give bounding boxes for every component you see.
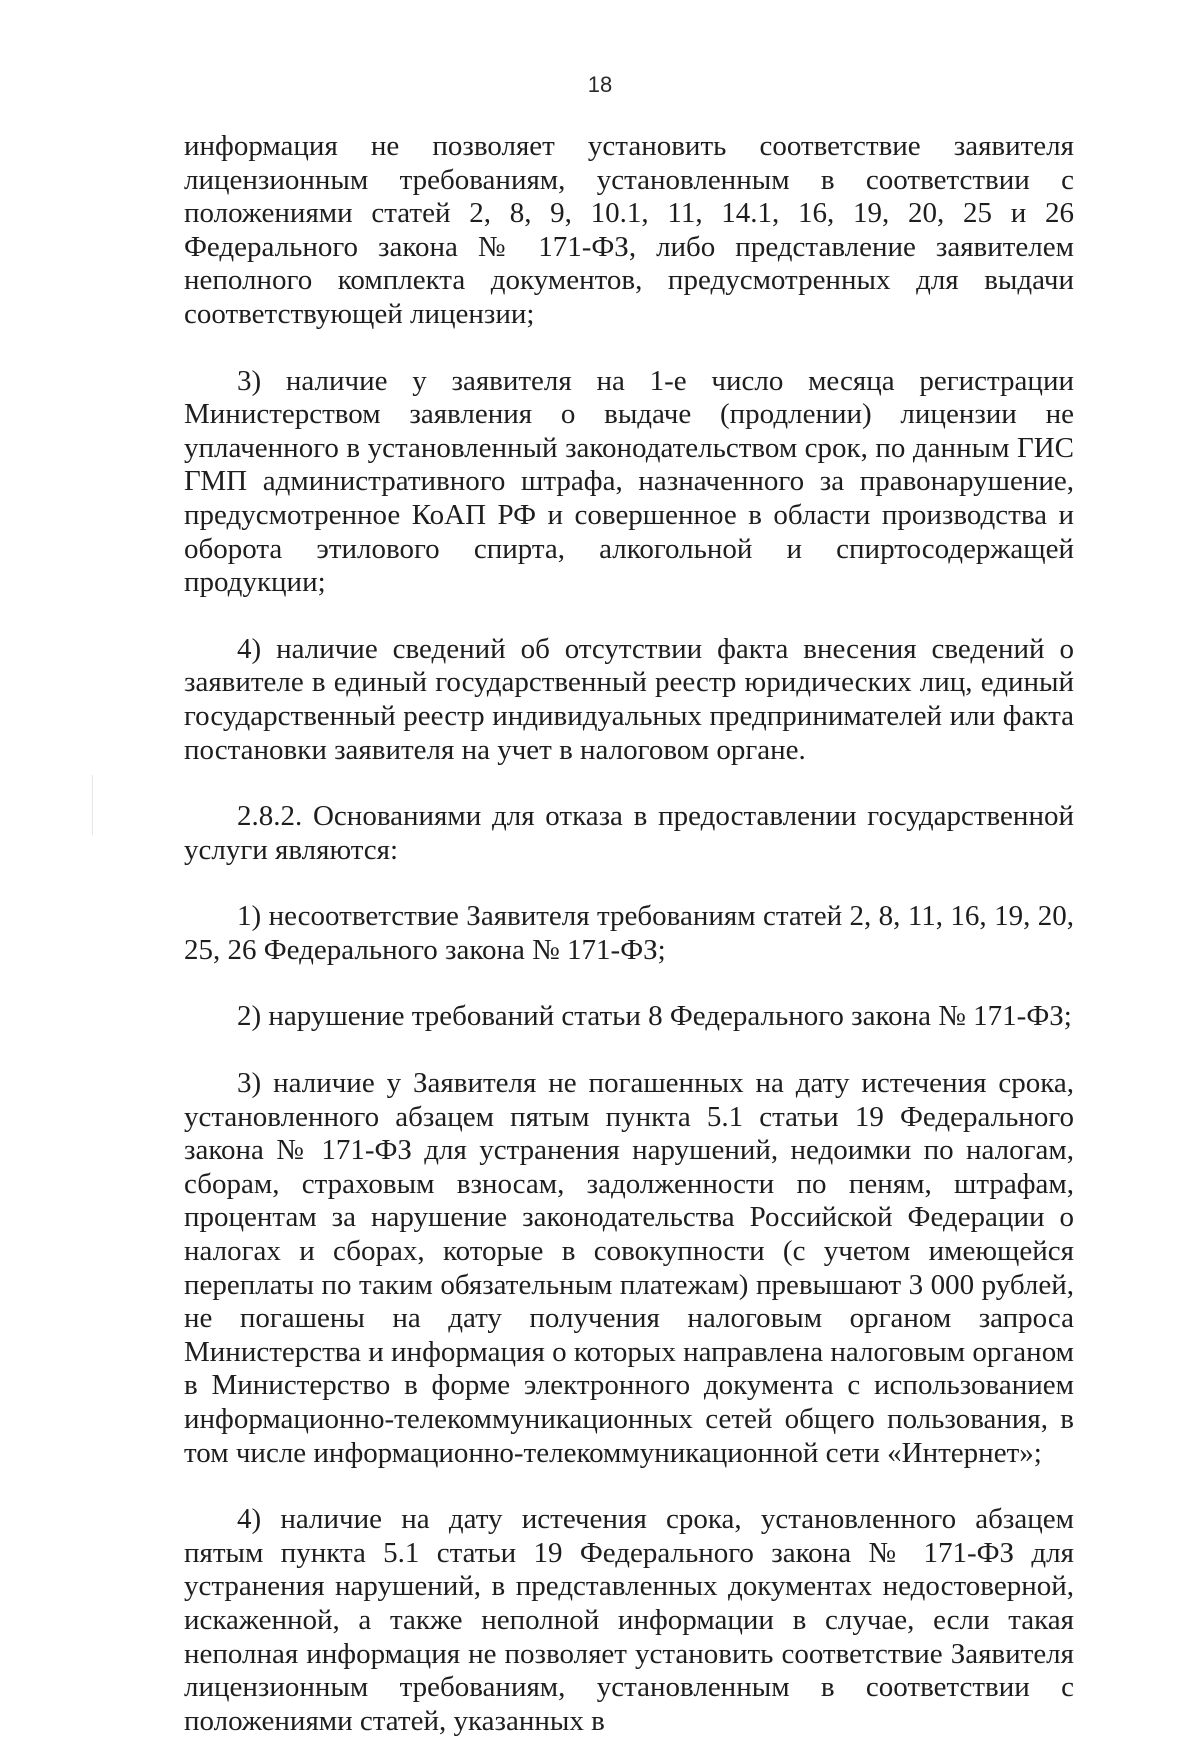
paragraph-refusal-item-3: 3) наличие у Заявителя не погашенных на дату истечения срока, установленного абзацем пятым пункта 5.1 статьи 19 Федерального закона № 171-ФЗ для устранения нарушений, недоимки по налогам, сборам, страховым взносам, задолженности по пеням, штрафам, процентам за нарушение законодательства Российской Федерации о налогах и сборах, которые в совокупности (с учетом имеющейся переплаты по таким обязательным платежам) превышают 3 000 рублей, не погашены на дату получения налоговым органом запроса Министерства и информация о которых направлена налоговым органом в Министерство в форме электронного документа с использованием информационно-телекоммуникационных сетей общего пользования, в том числе информационно-телекоммуникационной сети «Интернет»; xyxy=(184,1067,1074,1469)
paragraph-refusal-item-1: 1) несоответствие Заявителя требованиям статей 2, 8, 11, 16, 19, 20, 25, 26 Федерального закона № 171-ФЗ; xyxy=(184,900,1074,966)
paragraph-refusal-item-2: 2) нарушение требований статьи 8 Федерального закона № 171-ФЗ; xyxy=(237,1000,1072,1033)
page-number: 18 xyxy=(587,72,613,97)
paragraph-section-2-8-2: 2.8.2. Основаниями для отказа в предоставлении государственной услуги являются: xyxy=(184,800,1074,866)
margin-mark xyxy=(92,775,93,835)
document-body xyxy=(184,130,1074,1738)
paragraph-refusal-item-4: 4) наличие на дату истечения срока, установленного абзацем пятым пункта 5.1 статьи 19 Федерального закона № 171-ФЗ для устранения нарушений, в представленных документах недостоверной, искаженной, а также неполной информации в случае, если такая неполная информация не позволяет установить соответствие Заявителя лицензионным требованиям, установленным в соответствии с положениями статей, указанных в xyxy=(184,1503,1074,1737)
paragraph-item-4-registry: 4) наличие сведений об отсутствии факта внесения сведений о заявителе в единый государственный реестр юридических лиц, единый государственный реестр индивидуальных предпринимателей или факта постановки заявителя на учет в налоговом органе. xyxy=(184,632,1074,766)
paragraph-continuation: информация не позволяет установить соответствие заявителя лицензионным требованиям, установленным в соответствии с положениями статей 2, 8, 9, 10.1, 11, 14.1, 16, 19, 20, 25 и 26 Федерального закона № 171-ФЗ, либо представление заявителем неполного комплекта документов, предусмотренных для выдачи соответствующей лицензии; xyxy=(184,130,1074,330)
paragraph-item-3-fine: 3) наличие у заявителя на 1-е число месяца регистрации Министерством заявления о выдаче (продлении) лицензии не уплаченного в установленный законодательством срок, по данным ГИС ГМП административного штрафа, назначенного за правонарушение, предусмотренное КоАП РФ и совершенное в области производства и оборота этилового спирта, алкогольной и спиртосодержащей продукции; xyxy=(184,364,1074,599)
